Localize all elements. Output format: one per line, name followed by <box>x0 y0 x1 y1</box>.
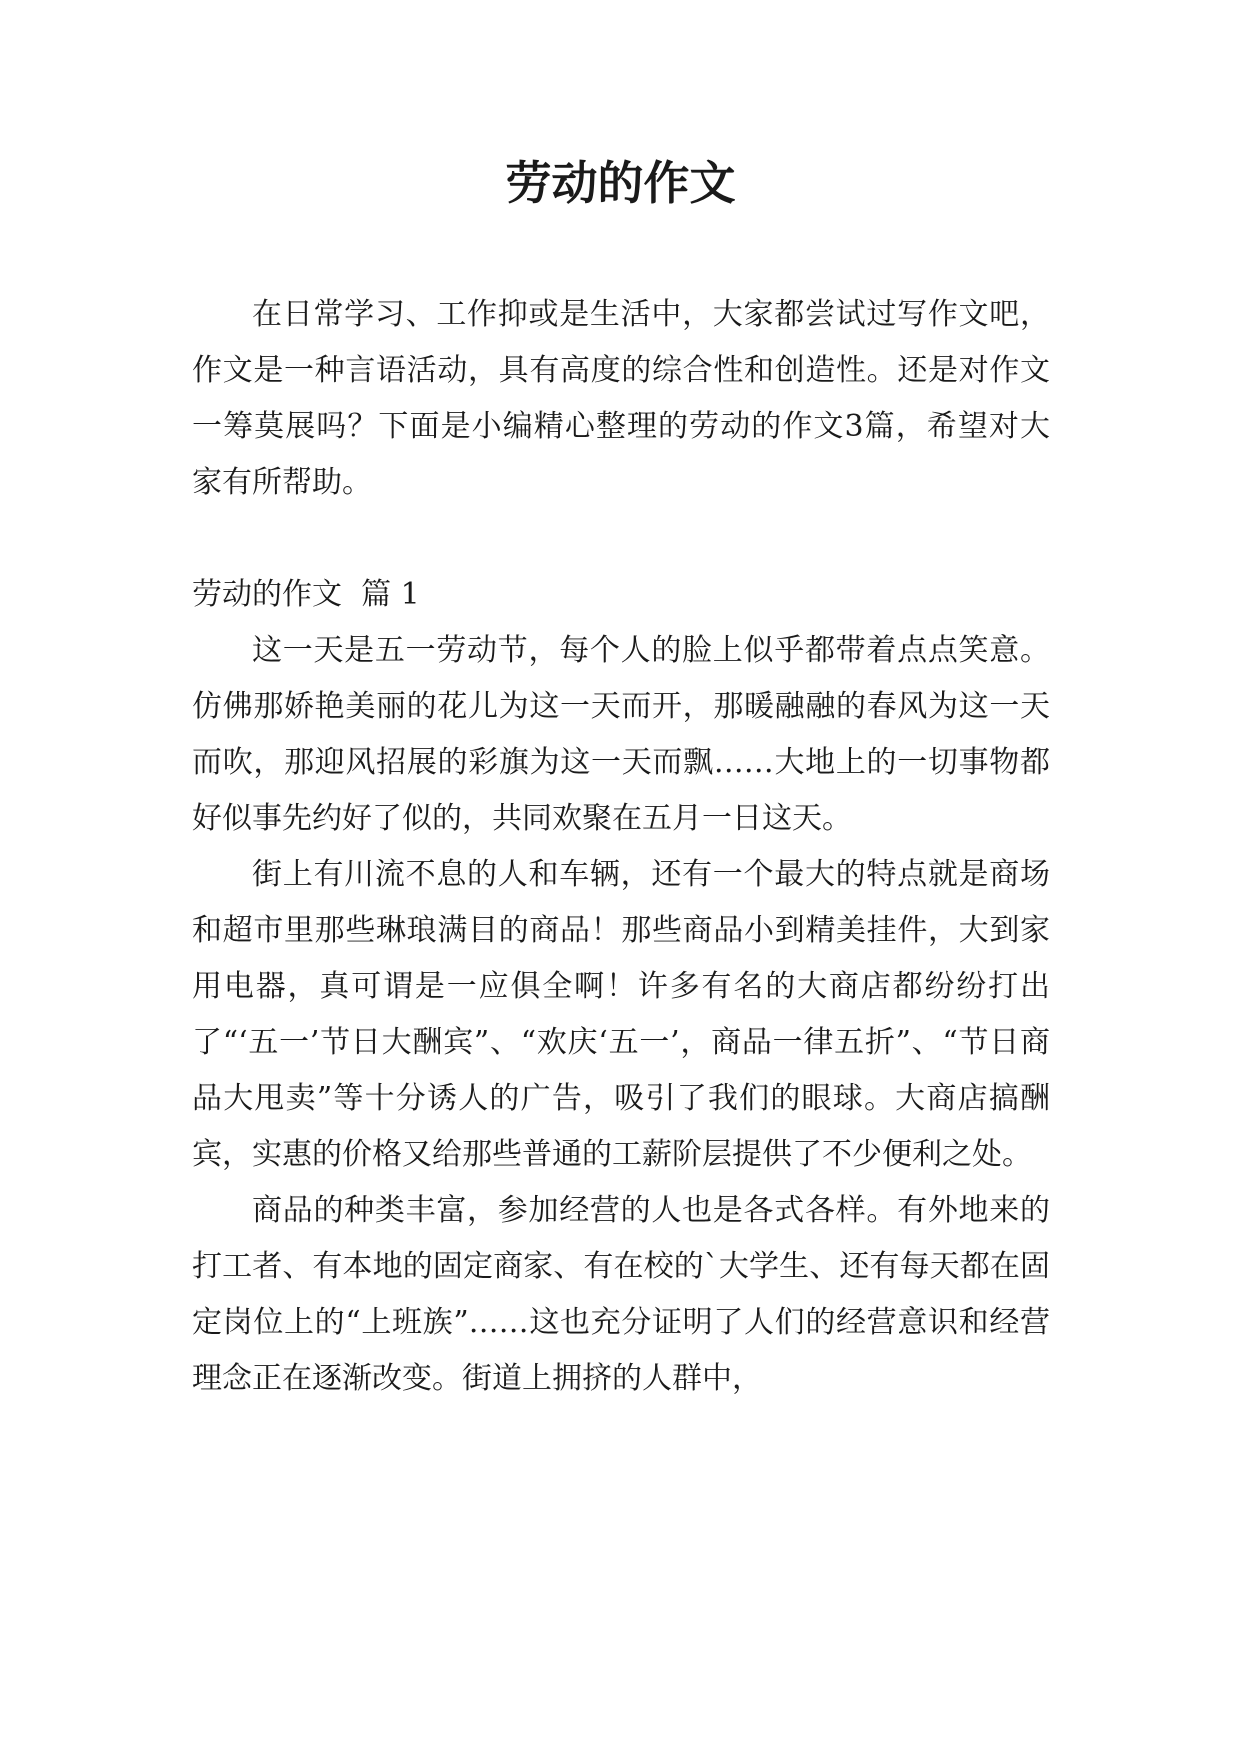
body-paragraph: 商品的种类丰富，参加经营的人也是各式各样。有外地来的打工者、有本地的固定商家、有在校的`大学生、还有每天都在固定岗位上的“上班族”……这也充分证明了人们的经营意识和经营理念正在逐渐改变。街道上拥挤的人群中， <box>192 1193 1050 1396</box>
intro-paragraph: 在日常学习、工作抑或是生活中，大家都尝试过写作文吧，作文是一种言语活动，具有高度的综合性和创造性。还是对作文一筹莫展吗？下面是小编精心整理的劳动的作文3篇，希望对大家有所帮助。 <box>192 297 1050 500</box>
body-paragraph: 街上有川流不息的人和车辆，还有一个最大的特点就是商场和超市里那些琳琅满目的商品！那些商品小到精美挂件，大到家用电器，真可谓是一应俱全啊！许多有名的大商店都纷纷打出了“‘五一’节日大酬宾”、“欢庆‘五一’，商品一律五折”、“节日商品大甩卖”等十分诱人的广告，吸引了我们的眼球。大商店搞酬宾，实惠的价格又给那些普通的工薪阶层提供了不少便利之处。 <box>192 857 1050 1172</box>
section-heading: 劳动的作文 篇 1 <box>192 577 420 612</box>
document-title: 劳动的作文 <box>505 156 736 210</box>
document-body <box>192 287 1050 1407</box>
body-paragraph: 这一天是五一劳动节，每个人的脸上似乎都带着点点笑意。仿佛那娇艳美丽的花儿为这一天而开，那暖融融的春风为这一天而吹，那迎风招展的彩旗为这一天而飘……大地上的一切事物都好似事先约好了似的，共同欢聚在五月一日这天。 <box>192 633 1050 836</box>
